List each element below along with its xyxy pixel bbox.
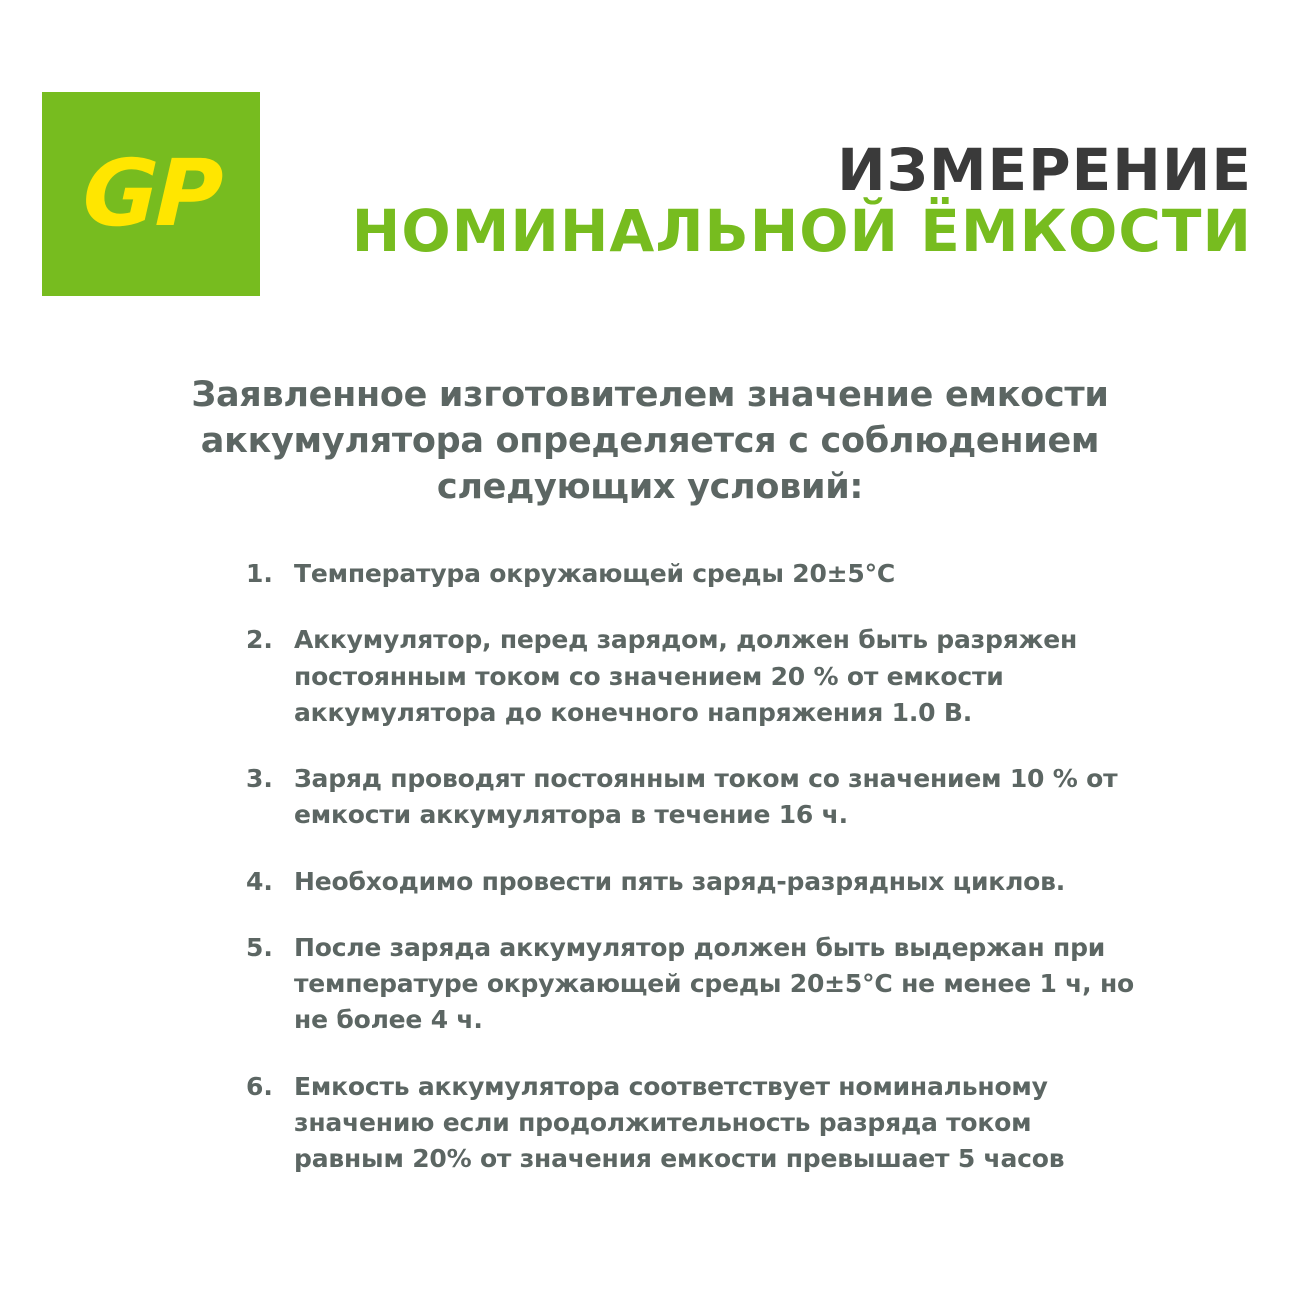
- list-item-text: Аккумулятор, перед зарядом, должен быть разряжен постоянным током со значением 20 % от емкости аккумулятора до конечного напряжения 1.0 В.: [294, 625, 1078, 727]
- list-item-number: 4.: [246, 866, 273, 896]
- page-title-line-2: НОМИНАЛЬНОЙ ЁМКОСТИ: [351, 197, 1252, 266]
- list-item-text: Емкость аккумулятора соответствует номинальному значению если продолжительность разряда током равным 20% от значения емкости превышает 5 часов: [294, 1071, 1065, 1173]
- list-item: [246, 622, 1146, 731]
- list-item: [246, 1069, 1146, 1178]
- list-item-text: Температура окружающей среды 20±5°C: [294, 559, 896, 588]
- page-title: [351, 136, 1252, 266]
- list-item: [246, 864, 1146, 900]
- gp-logo: [42, 92, 260, 296]
- list-item: [246, 556, 1146, 592]
- list-item-number: 2.: [246, 625, 273, 655]
- list-item-text: Заряд проводят постоянным током со значением 10 % от емкости аккумулятора в течение 16 ч.: [294, 764, 1118, 830]
- conditions-list: [246, 556, 1146, 1207]
- list-item-number: 1.: [246, 559, 273, 588]
- header: [42, 92, 1252, 300]
- gp-logo-text: GP: [80, 140, 222, 247]
- list-item-number: 3.: [246, 764, 273, 793]
- intro-paragraph: Заявленное изготовителем значение емкости аккумулятора определяется с соблюдением следующих условий:: [191, 375, 1109, 508]
- list-item-number: 5.: [246, 932, 273, 962]
- list-item-number: 6.: [246, 1071, 273, 1101]
- list-item-text: Необходимо провести пять заряд-разрядных циклов.: [294, 866, 1066, 896]
- list-item: [246, 930, 1146, 1039]
- page-title-line-1: ИЗМЕРЕНИЕ: [837, 136, 1252, 204]
- list-item: [246, 761, 1146, 834]
- list-item-text: После заряда аккумулятор должен быть выдержан при температуре окружающей среды 20±5°C не менее 1 ч, но не более 4 ч.: [294, 932, 1134, 1035]
